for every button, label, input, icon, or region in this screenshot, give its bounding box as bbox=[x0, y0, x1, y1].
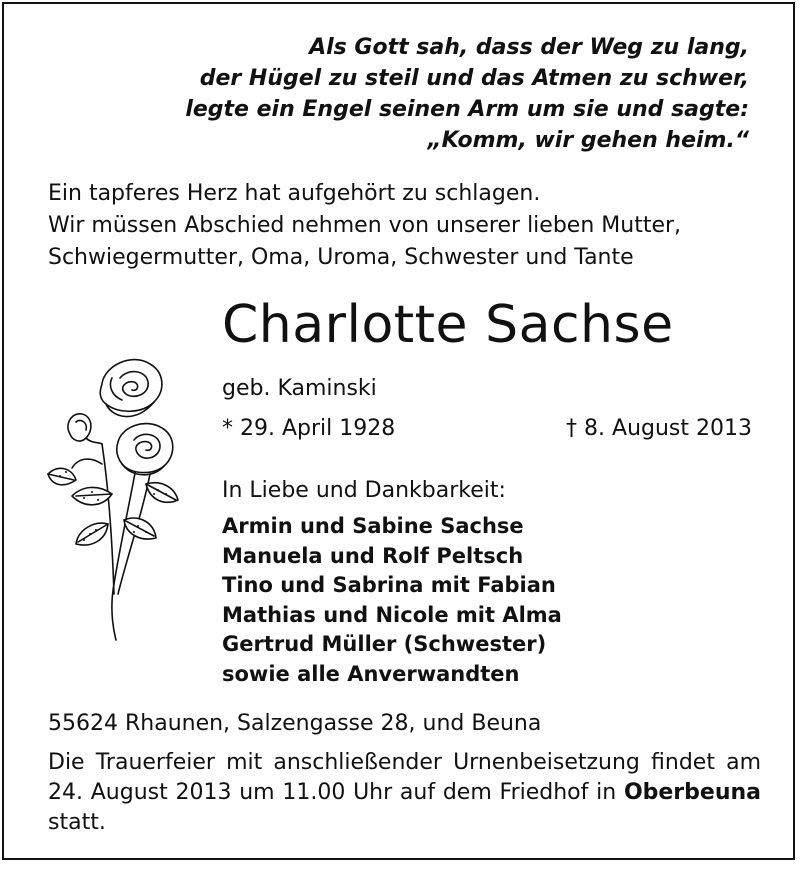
roses-icon bbox=[42, 344, 192, 644]
mourners-heading: In Liebe und Dankbarkeit: bbox=[222, 478, 506, 503]
deceased-name: Charlotte Sachse bbox=[222, 295, 674, 355]
poem-line: legte ein Engel seinen Arm um sie und sagte: bbox=[185, 97, 749, 122]
notice-frame bbox=[2, 2, 795, 860]
mourner-name: sowie alle Anverwandten bbox=[222, 661, 520, 686]
poem-line: Als Gott sah, dass der Weg zu lang, bbox=[309, 35, 749, 60]
intro-text bbox=[48, 178, 768, 274]
mourner-name: Armin und Sabine Sachse bbox=[222, 514, 524, 538]
ceremony-text-before: Die Trauerfeier mit anschließender Urnenbeisetzung findet am 24. August 2013 um 11.00 Uhr auf dem Friedhof in bbox=[48, 750, 761, 805]
intro-line: Wir müssen Abschied nehmen von unserer lieben Mutter, bbox=[48, 213, 682, 238]
mourner-name: Gertrud Müller (Schwester) bbox=[222, 632, 547, 656]
death-date: † 8. August 2013 bbox=[566, 416, 752, 441]
ceremony-place: Oberbeuna bbox=[623, 780, 761, 805]
mourner-name: Tino und Sabrina mit Fabian bbox=[222, 573, 556, 597]
poem-line: „Komm, wir gehen heim.“ bbox=[427, 128, 749, 153]
intro-line: Ein tapferes Herz hat aufgehört zu schlagen. bbox=[48, 181, 541, 206]
ceremony-text-after: statt. bbox=[48, 810, 106, 835]
birth-date: * 29. April 1928 bbox=[222, 416, 396, 441]
mourners-list bbox=[222, 512, 562, 689]
birth-name: geb. Kaminski bbox=[222, 376, 377, 401]
address: 55624 Rhaunen, Salzengasse 28, und Beuna bbox=[48, 711, 542, 736]
intro-line: Schwiegermutter, Oma, Uroma, Schwester und Tante bbox=[48, 245, 634, 270]
poem-line: der Hügel zu steil und das Atmen zu schwer, bbox=[199, 66, 749, 91]
mourner-name: Mathias und Nicole mit Alma bbox=[222, 602, 562, 627]
ceremony-text bbox=[48, 748, 761, 838]
poem bbox=[185, 32, 749, 156]
mourner-name: Manuela und Rolf Peltsch bbox=[222, 543, 524, 568]
